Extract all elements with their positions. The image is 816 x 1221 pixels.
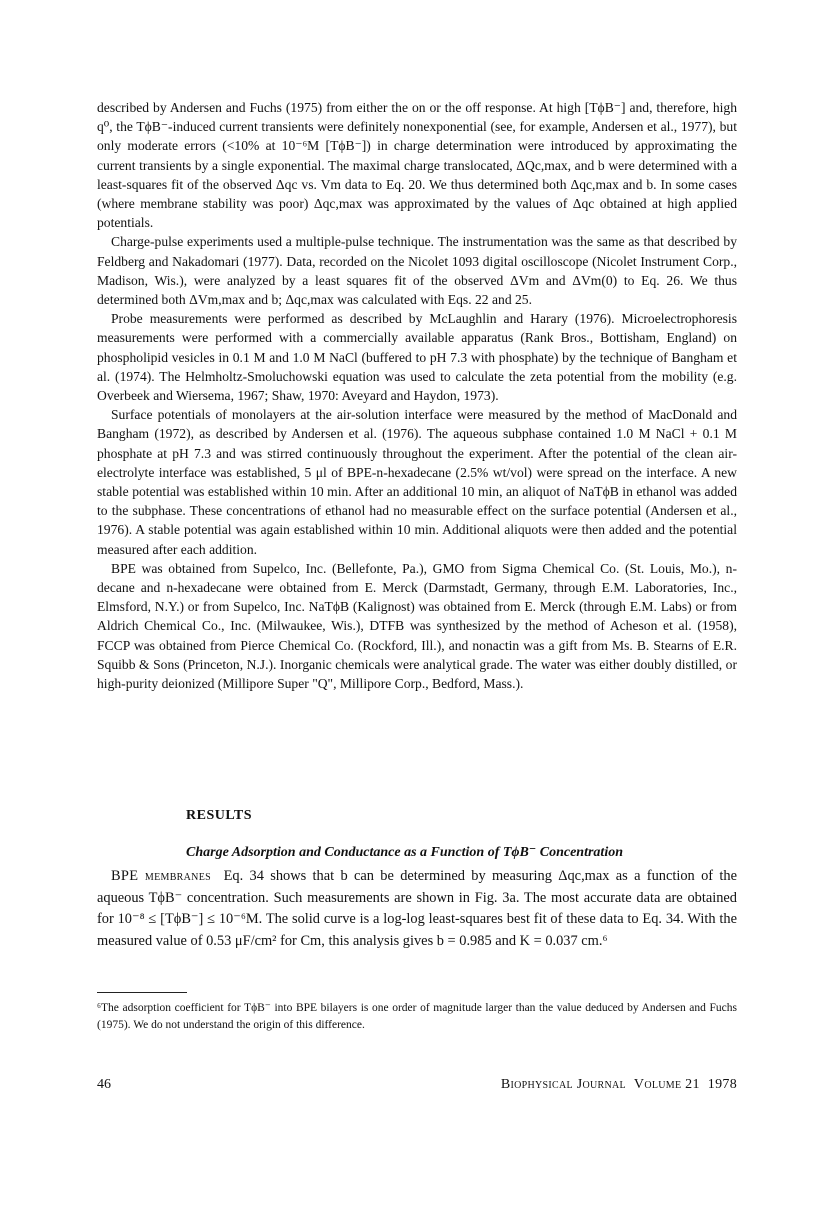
paragraph-charge-pulse: Charge-pulse experiments used a multiple-pulse technique. The instrumentation was the same as that described by Feldberg and Nakadomari (1977). Data, recorded on the Nicolet 1093 digital oscilloscope (Nicolet Instrument Corp., Madison, Wis.), were analyzed by a least squares fit of the observed ΔVm and ΔVm(0) to Eq. 26. We thus determined both ΔVm,max and b; Δqc,max was calculated with Eqs. 22 and 25. [97, 234, 737, 308]
paragraph-bpe-membranes [97, 866, 737, 952]
page-number: 46 [97, 1077, 111, 1092]
section-heading-results: RESULTS [186, 808, 253, 823]
paragraph-materials: BPE was obtained from Supelco, Inc. (Bellefonte, Pa.), GMO from Sigma Chemical Co. (St. Louis, Mo.), n-decane and n-hexadecane were obtained from E. Merck (Darmstadt, Germany, through E.M. Laboratories, Inc., Elmsford, N.Y.) or from Supelco, Inc. NaTϕB (Kalignost) was obtained from E. Merck (through E.M. Labs) or from Aldrich Chemical Co., Inc. (Milwaukee, Wis.), DTFB was synthesized by the method of Acheson et al. (1958), FCCP was obtained from Pierce Chemical Co. (Rockford, Ill.), and nonactin was a gift from Ms. B. Stearns of E.R. Squibb & Sons (Princeton, N.J.). Inorganic chemicals were analytical grade. The water was either doubly distilled, or high-purity deionized (Millipore Super "Q", Millipore Corp., Bedford, Mass.). [97, 560, 737, 692]
footnote: ⁶The adsorption coefficient for TϕB⁻ into BPE bilayers is one order of magnitude larger than the value deduced by Andersen and Fuchs (1975). We do not understand the origin of this difference. [97, 1002, 737, 1031]
journal-volume: Volume 21 [633, 1077, 700, 1092]
journal-year: 1978 [707, 1077, 737, 1092]
paragraph-bpe-membranes-text: Eq. 34 shows that b can be determined by measuring Δqc,max as a function of the aqueous TϕB⁻ concentration. Such measurements are shown in Fig. 3a. The most accurate data are obtained for 10⁻⁸ ≤ [TϕB⁻] ≤ 10⁻⁶M. The solid curve is a log-log least-squares best fit of these data to Eq. 34. With the measured value of 0.53 μF/cm² for Cm, this analysis gives b = 0.985 and K = 0.037 cm.⁶ [97, 868, 737, 949]
body-text [97, 98, 737, 693]
running-footer [493, 1077, 737, 1093]
run-in-heading: BPE membranes [111, 868, 211, 884]
paragraph-methods-continued: described by Andersen and Fuchs (1975) from either the on or the off response. At high [TϕB⁻] and, therefore, high q⁰, the TϕB⁻-induced current transients were definitely nonexponential (see, for example, Andersen et al., 1977), but only moderate errors (<10% at 10⁻⁶M [TϕB⁻]) in charge determination were introduced by approximating the current transients by a single exponential. The maximal charge translocated, ΔQc,max, and b were determined with a least-squares fit of the observed Δqc vs. Vm data to Eq. 20. We thus determined both Δqc,max and b. In some cases (where membrane stability was poor) Δqc,max was approximated by the values of Δqc obtained at high applied potentials. [97, 100, 737, 231]
subsection-heading: Charge Adsorption and Conductance as a Function of TϕB⁻ Concentration [186, 845, 624, 860]
footnote-rule [97, 992, 187, 993]
journal-name: Biophysical Journal [500, 1077, 626, 1092]
paragraph-probe-measurements: Probe measurements were performed as described by McLaughlin and Harary (1976). Microelectrophoresis measurements were performed with a commercially available apparatus (Rank Bros., Bottisham, England) on phospholipid vesicles in 0.1 M and 1.0 M NaCl (buffered to pH 7.3 with phosphate) by the technique of Bangham et al. (1974). The Helmholtz-Smoluchowski equation was used to calculate the zeta potential from the mobility (e.g. Overbeek and Wiersema, 1967; Shaw, 1970: Aveyard and Haydon, 1973). [97, 311, 737, 404]
paragraph-surface-potentials: Surface potentials of monolayers at the air-solution interface were measured by the method of MacDonald and Bangham (1972), as described by Andersen et al. (1976). The aqueous subphase contained 1.0 M NaCl + 0.1 M phosphate at pH 7.3 and was stirred continuously throughout the experiment. After the potential of the clean air-electrolyte interface was established, 5 μl of BPE-n-hexadecane (2.5% wt/vol) were spread on the interface. A new stable potential was established within 10 min. After an additional 10 min, an aliquot of NaTϕB in ethanol was added to the subphase. These concentrations of ethanol had no measurable effect on the surface potential (Andersen et al., 1976). A stable potential was again established within 10 min. Additional aliquots were then added and the potential measured after each addition. [97, 407, 737, 557]
